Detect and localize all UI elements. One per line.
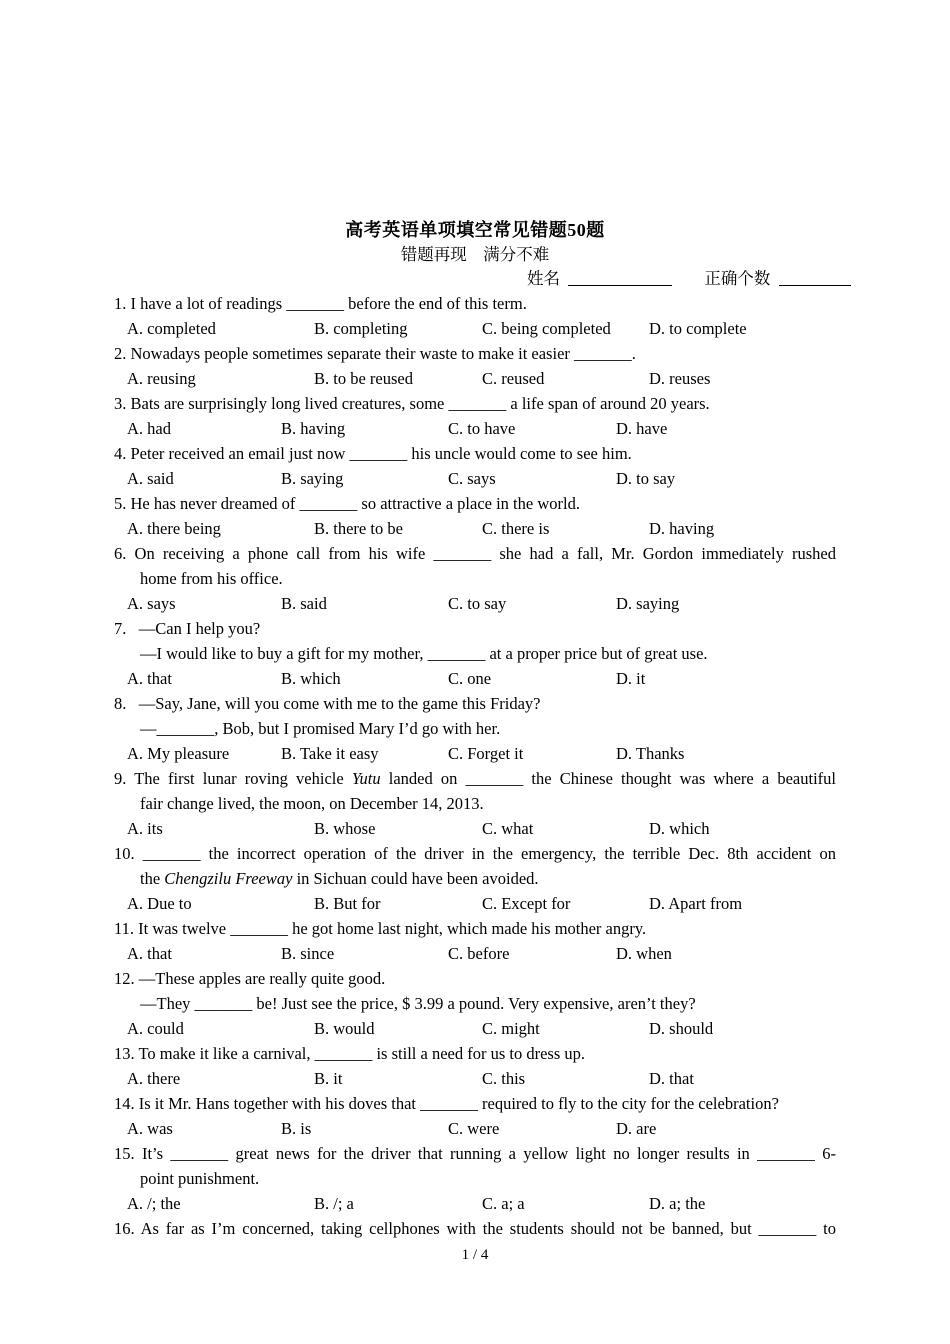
option-d: D. Thanks bbox=[616, 744, 685, 763]
question bbox=[114, 691, 836, 766]
question-stem: 2. Nowadays people sometimes separate their waste to make it easier _______. bbox=[114, 344, 636, 363]
option-d: D. saying bbox=[616, 594, 680, 613]
option-c: C. Forget it bbox=[448, 744, 524, 763]
option-a: A. its bbox=[127, 819, 163, 838]
question-stem: 5. He has never dreamed of _______ so attractive a place in the world. bbox=[114, 494, 580, 513]
question bbox=[114, 966, 836, 1041]
question-stem: 8. —Say, Jane, will you come with me to the game this Friday? bbox=[114, 694, 541, 713]
option-b: B. whose bbox=[314, 819, 376, 838]
name-blank bbox=[568, 269, 672, 286]
question bbox=[114, 441, 836, 491]
option-b: B. Take it easy bbox=[281, 744, 379, 763]
question-stem: 13. To make it like a carnival, _______ is still a need for us to dress up. bbox=[114, 1044, 585, 1063]
option-d: D. having bbox=[649, 519, 715, 538]
option-a: A. /; the bbox=[127, 1194, 181, 1213]
question bbox=[114, 1041, 836, 1091]
question bbox=[114, 616, 836, 691]
option-a: A. My pleasure bbox=[127, 744, 230, 763]
question bbox=[114, 766, 836, 841]
option-c: C. were bbox=[448, 1119, 500, 1138]
option-b: B. said bbox=[281, 594, 327, 613]
option-a: A. was bbox=[127, 1119, 173, 1138]
option-a: A. completed bbox=[127, 319, 216, 338]
question-stem-continued: home from his office. bbox=[140, 569, 283, 588]
option-b: B. /; a bbox=[314, 1194, 354, 1213]
options-row bbox=[114, 466, 836, 491]
option-d: D. are bbox=[616, 1119, 657, 1138]
question-stem: 11. It was twelve _______ he got home last night, which made his mother angry. bbox=[114, 919, 647, 938]
option-b: B. is bbox=[281, 1119, 312, 1138]
option-d: D. have bbox=[616, 419, 668, 438]
options-row bbox=[114, 666, 836, 691]
option-d: D. a; the bbox=[649, 1194, 706, 1213]
option-b: B. it bbox=[314, 1069, 343, 1088]
question bbox=[114, 841, 836, 916]
question-stem: 4. Peter received an email just now _______ his uncle would come to see him. bbox=[114, 444, 632, 463]
options-row bbox=[114, 316, 836, 341]
question bbox=[114, 341, 836, 391]
options-row bbox=[114, 516, 836, 541]
option-b: B. since bbox=[281, 944, 335, 963]
italic-term: Yutu bbox=[351, 769, 381, 788]
option-c: C. this bbox=[482, 1069, 526, 1088]
question bbox=[114, 491, 836, 541]
question bbox=[114, 391, 836, 441]
option-c: C. being completed bbox=[482, 319, 611, 338]
option-c: C. to say bbox=[448, 594, 507, 613]
question-stem: 16. As far as I’m concerned, taking cellphones with the students should not be banned, but _______ to bbox=[114, 1219, 836, 1238]
score-label: 正确个数 bbox=[704, 269, 771, 288]
options-row bbox=[114, 1016, 836, 1041]
question-stem-continued: fair change lived, the moon, on December 14, 2013. bbox=[140, 794, 484, 813]
option-d: D. should bbox=[649, 1019, 714, 1038]
option-c: C. Except for bbox=[482, 894, 571, 913]
option-a: A. said bbox=[127, 469, 174, 488]
question-stem: 7. —Can I help you? bbox=[114, 619, 261, 638]
option-a: A. that bbox=[127, 944, 172, 963]
page-title: 高考英语单项填空常见错题50题 bbox=[345, 220, 605, 240]
option-c: C. reused bbox=[482, 369, 545, 388]
score-blank bbox=[779, 269, 851, 286]
question-stem-continued: —_______, Bob, but I promised Mary I’d go with her. bbox=[140, 719, 501, 738]
question bbox=[114, 1141, 836, 1216]
question bbox=[114, 291, 836, 341]
option-c: C. before bbox=[448, 944, 510, 963]
option-b: B. But for bbox=[314, 894, 381, 913]
question bbox=[114, 916, 836, 966]
option-a: A. Due to bbox=[127, 894, 192, 913]
options-row bbox=[114, 741, 836, 766]
option-d: D. it bbox=[616, 669, 646, 688]
question-stem-continued: —They _______ be! Just see the price, $ 3.99 a pound. Very expensive, aren’t they? bbox=[140, 994, 696, 1013]
question-stem: 6. On receiving a phone call from his wife _______ she had a fall, Mr. Gordon immediately rushed bbox=[114, 544, 836, 563]
option-c: C. there is bbox=[482, 519, 550, 538]
question-stem: 12. —These apples are really quite good. bbox=[114, 969, 386, 988]
options-row bbox=[114, 1116, 836, 1141]
question bbox=[114, 541, 836, 616]
option-d: D. which bbox=[649, 819, 710, 838]
question-stem: 10. _______ the incorrect operation of the driver in the emergency, the terrible Dec. 8th accident on bbox=[114, 844, 836, 863]
option-a: A. reusing bbox=[127, 369, 196, 388]
option-b: B. having bbox=[281, 419, 346, 438]
options-row bbox=[114, 816, 836, 841]
question-stem: 9. The first lunar roving vehicle Yutu landed on _______ the Chinese thought was where a beautiful bbox=[114, 769, 836, 788]
option-c: C. to have bbox=[448, 419, 516, 438]
option-c: C. what bbox=[482, 819, 534, 838]
option-d: D. Apart from bbox=[649, 894, 743, 913]
option-a: A. says bbox=[127, 594, 176, 613]
option-a: A. had bbox=[127, 419, 171, 438]
option-c: C. might bbox=[482, 1019, 540, 1038]
options-row bbox=[114, 891, 836, 916]
question-stem: 1. I have a lot of readings _______ before the end of this term. bbox=[114, 294, 527, 313]
option-b: B. completing bbox=[314, 319, 408, 338]
option-d: D. when bbox=[616, 944, 672, 963]
options-row bbox=[114, 416, 836, 441]
name-label: 姓名 bbox=[527, 269, 560, 288]
option-d: D. to complete bbox=[649, 319, 747, 338]
option-a: A. there being bbox=[127, 519, 221, 538]
option-d: D. reuses bbox=[649, 369, 711, 388]
options-row bbox=[114, 366, 836, 391]
question-stem: 14. Is it Mr. Hans together with his doves that _______ required to fly to the city for the celebration? bbox=[114, 1094, 779, 1113]
option-b: B. to be reused bbox=[314, 369, 413, 388]
option-b: B. there to be bbox=[314, 519, 403, 538]
question bbox=[114, 1216, 836, 1241]
question-stem: 3. Bats are surprisingly long lived creatures, some _______ a life span of around 20 years. bbox=[114, 394, 710, 413]
question bbox=[114, 1091, 836, 1141]
option-b: B. would bbox=[314, 1019, 375, 1038]
options-row bbox=[114, 1066, 836, 1091]
options-row bbox=[114, 941, 836, 966]
options-row bbox=[114, 1191, 836, 1216]
option-d: D. that bbox=[649, 1069, 694, 1088]
italic-term: Chengzilu Freeway bbox=[164, 869, 293, 888]
option-b: B. saying bbox=[281, 469, 344, 488]
options-row bbox=[114, 591, 836, 616]
option-a: A. there bbox=[127, 1069, 181, 1088]
page-subtitle: 错题再现 满分不难 bbox=[400, 245, 550, 264]
question-list bbox=[114, 291, 836, 1241]
option-a: A. that bbox=[127, 669, 172, 688]
question-stem: 15. It’s _______ great news for the driver that running a yellow light no longer results in _______ 6- bbox=[114, 1144, 836, 1163]
question-stem-continued: the Chengzilu Freeway in Sichuan could have been avoided. bbox=[140, 869, 539, 888]
option-c: C. says bbox=[448, 469, 496, 488]
question-stem-continued: —I would like to buy a gift for my mother, _______ at a proper price but of great use. bbox=[140, 644, 708, 663]
question-stem-continued: point punishment. bbox=[140, 1169, 260, 1188]
option-c: C. a; a bbox=[482, 1194, 525, 1213]
option-a: A. could bbox=[127, 1019, 184, 1038]
page-number: 1 / 4 bbox=[461, 1247, 489, 1263]
option-d: D. to say bbox=[616, 469, 676, 488]
option-b: B. which bbox=[281, 669, 341, 688]
name-score-line bbox=[527, 267, 851, 291]
option-c: C. one bbox=[448, 669, 492, 688]
